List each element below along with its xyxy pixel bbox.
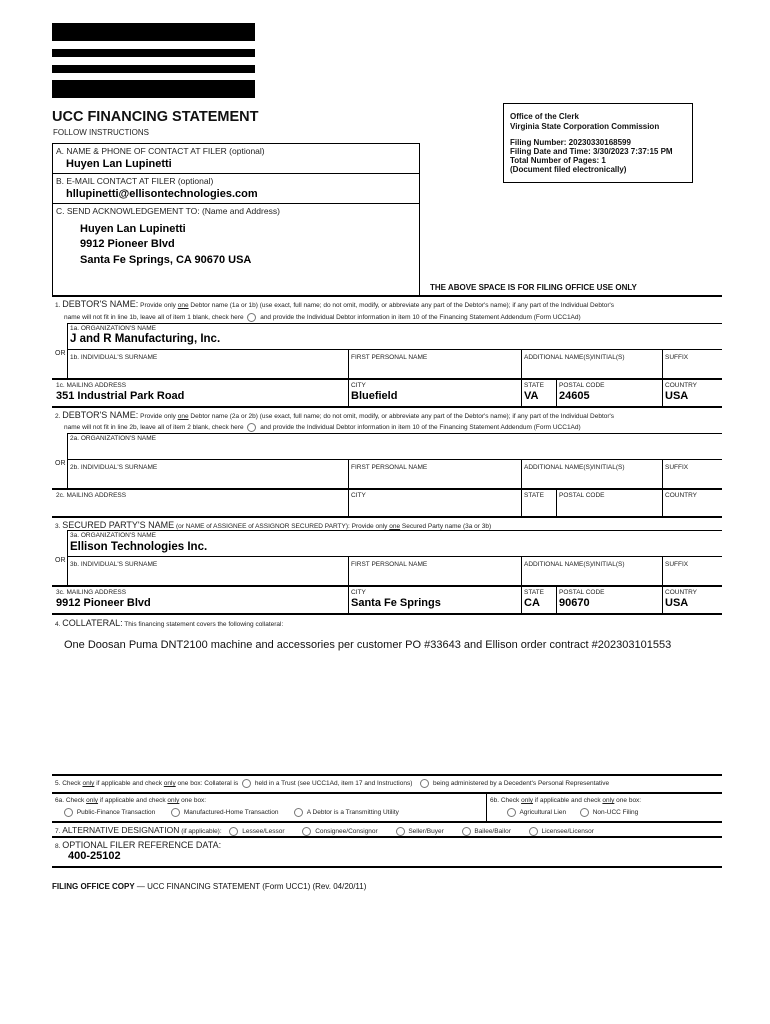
non-ucc-filing-checkbox[interactable]: [580, 808, 589, 817]
rule: [348, 349, 349, 379]
debtor2-city-label: CITY: [351, 492, 366, 499]
agricultural-lien-checkbox[interactable]: [507, 808, 516, 817]
section-c-line3[interactable]: Santa Fe Springs, CA 90670 USA: [80, 254, 252, 266]
item7-title: ALTERNATIVE DESIGNATION: [62, 825, 180, 835]
debtor2-instr-d: and provide the Individual Debtor information in item 10 of the Financing Statement Addendum (Form UCC1Ad): [260, 424, 581, 432]
rule: [67, 323, 722, 324]
footer-bold: FILING OFFICE COPY: [52, 882, 135, 891]
debtor1-org-value[interactable]: J and R Manufacturing, Inc.: [70, 333, 221, 345]
item7-opt3: Seller/Buyer: [408, 828, 444, 835]
item7-num: 7.: [55, 828, 61, 835]
rule: [52, 866, 722, 868]
lessee-lessor-checkbox[interactable]: [229, 827, 238, 836]
filing-number: Filing Number: 20230330168599: [510, 138, 631, 147]
section-c-label: C. SEND ACKNOWLEDGEMENT TO: (Name and Address): [56, 206, 280, 216]
debtor2-mail-label: 2c. MAILING ADDRESS: [56, 492, 127, 499]
licensee-licensor-checkbox[interactable]: [529, 827, 538, 836]
rule: [67, 433, 722, 434]
manufactured-home-checkbox[interactable]: [171, 808, 180, 817]
item6a-opt2: Manufactured-Home Transaction: [183, 809, 279, 817]
item5-line: [55, 779, 609, 788]
item8-heading: [55, 840, 221, 850]
debtor2-instructions-line1: [55, 410, 614, 420]
section-a-label: A. NAME & PHONE OF CONTACT AT FILER (optional): [56, 146, 265, 156]
rule: [52, 836, 722, 838]
rule: [52, 613, 722, 615]
consignee-consignor-checkbox[interactable]: [302, 827, 311, 836]
rule: [67, 530, 68, 586]
debtor1-one: one: [177, 302, 189, 309]
rule: [348, 459, 349, 489]
debtor1-individual-checkbox[interactable]: [247, 313, 256, 322]
item7-opt5: Licensee/Licensor: [541, 828, 594, 835]
item7-opt2: Consignee/Consignor: [315, 828, 378, 835]
debtor1-org-label: 1a. ORGANIZATION'S NAME: [70, 325, 156, 332]
collateral-instr: This financing statement covers the following collateral:: [124, 621, 284, 628]
collateral-num: 4.: [55, 621, 61, 628]
secured-instructions: [55, 520, 491, 530]
redaction-bar: [52, 65, 255, 73]
bailee-bailor-checkbox[interactable]: [462, 827, 471, 836]
rule: [52, 488, 722, 490]
seller-buyer-checkbox[interactable]: [396, 827, 405, 836]
rule: [52, 378, 722, 380]
rule: [348, 586, 349, 614]
item5-a: 5. Check: [55, 780, 81, 788]
rule: [67, 323, 68, 379]
debtor1-suffix-label: SUFFIX: [665, 354, 689, 361]
collateral-heading: [55, 618, 283, 628]
public-finance-checkbox[interactable]: [64, 808, 73, 817]
item6b-opt1: Agricultural Lien: [519, 809, 567, 817]
debtor1-country-label: COUNTRY: [665, 382, 698, 389]
item7-opt1: Lessee/Lessor: [242, 828, 285, 835]
secured-city-value[interactable]: Santa Fe Springs: [351, 597, 441, 609]
item6b-b: if applicable and check: [534, 797, 601, 804]
item6a-a: 6a. Check: [55, 797, 85, 804]
trust-checkbox[interactable]: [242, 779, 251, 788]
item8-num: 8.: [55, 843, 61, 850]
item8-value[interactable]: 400-25102: [68, 850, 121, 862]
secured-addl-label: ADDITIONAL NAME(S)/INITIAL(S): [524, 561, 625, 568]
item5-only: only: [82, 780, 95, 788]
office-line1: Office of the Clerk: [510, 112, 579, 121]
rule: [67, 556, 722, 557]
rule: [67, 459, 722, 460]
debtor2-instr-b: Debtor name (2a or 2b) (use exact, full name; do not omit, modify, or abbreviate any part of the Debtor's name); if any part of the Individual Debtor's: [190, 413, 615, 420]
decedent-checkbox[interactable]: [420, 779, 429, 788]
item5-opt1: held in a Trust (see UCC1Ad, item 17 and Instructions): [254, 780, 413, 788]
item6a-b: if applicable and check: [99, 797, 166, 804]
debtor2-instr-c: name will not fit in line 2b, leave all of item 2 blank, check here: [64, 424, 244, 432]
follow-instructions: FOLLOW INSTRUCTIONS: [53, 128, 150, 137]
divider: [52, 173, 420, 174]
secured-or: OR: [55, 557, 66, 564]
debtor2-instructions-line2: [64, 423, 581, 432]
debtor2-or: OR: [55, 460, 66, 467]
item6a-opt3: A Debtor is a Transmitting Utility: [306, 809, 399, 817]
debtor1-or: OR: [55, 350, 66, 357]
secured-suffix-label: SUFFIX: [665, 561, 689, 568]
section-b-label: B. E-MAIL CONTACT AT FILER (optional): [56, 176, 214, 186]
item6b-options: [505, 808, 638, 817]
section-c-line1[interactable]: Huyen Lan Lupinetti: [80, 223, 186, 235]
rule: [52, 295, 722, 297]
transmitting-utility-checkbox[interactable]: [294, 808, 303, 817]
collateral-text[interactable]: One Doosan Puma DNT2100 machine and accessories per customer PO #33643 and Ellison order contract #202303101553: [64, 639, 672, 651]
filed-electronically: (Document filed electronically): [510, 165, 627, 174]
item6b-only2: only: [602, 797, 615, 804]
debtor1-postal-label: POSTAL CODE: [559, 382, 605, 389]
secured-first-label: FIRST PERSONAL NAME: [351, 561, 428, 568]
item5-opt2: being administered by a Decedent's Personal Representative: [433, 780, 610, 788]
rule: [52, 792, 722, 794]
rule: [52, 585, 722, 587]
secured-instr-b: Secured Party name (3a or 3b): [401, 523, 492, 530]
secured-postal-value[interactable]: 90670: [559, 597, 590, 609]
section-a-value[interactable]: Huyen Lan Lupinetti: [66, 158, 172, 170]
debtor2-individual-checkbox[interactable]: [247, 423, 256, 432]
debtor1-mail-label: 1c. MAILING ADDRESS: [56, 382, 127, 389]
secured-mail-label: 3c. MAILING ADDRESS: [56, 589, 127, 596]
section-c-line2[interactable]: 9912 Pioneer Blvd: [80, 238, 175, 250]
debtor2-org-label: 2a. ORGANIZATION'S NAME: [70, 435, 156, 442]
debtor1-postal-value[interactable]: 24605: [559, 390, 590, 402]
debtor2-suffix-label: SUFFIX: [665, 464, 689, 471]
debtor1-addl-label: ADDITIONAL NAME(S)/INITIAL(S): [524, 354, 625, 361]
item6a-c: one box:: [181, 797, 207, 804]
secured-city-label: CITY: [351, 589, 366, 596]
debtor2-addl-label: ADDITIONAL NAME(S)/INITIAL(S): [524, 464, 625, 471]
secured-mail-value[interactable]: 9912 Pioneer Blvd: [56, 597, 151, 609]
form-title: UCC FINANCING STATEMENT: [52, 109, 259, 125]
debtor1-state-label: STATE: [524, 382, 544, 389]
item5-b: if applicable and check: [96, 780, 162, 788]
item6a-only: only: [86, 797, 99, 804]
office-line2: Virginia State Corporation Commission: [510, 122, 660, 131]
rule: [52, 821, 722, 823]
redaction-bar: [52, 80, 255, 98]
debtor1-mail-value[interactable]: 351 Industrial Park Road: [56, 390, 185, 402]
debtor2-postal-label: POSTAL CODE: [559, 492, 605, 499]
debtor1-instructions-line2: [64, 313, 581, 322]
redaction-bar: [52, 49, 255, 57]
rule: [67, 530, 722, 531]
divider: [52, 203, 420, 204]
secured-title: SECURED PARTY'S NAME: [62, 520, 175, 530]
secured-state-value[interactable]: CA: [524, 597, 540, 609]
rule: [556, 379, 557, 407]
debtor1-num: 1.: [55, 302, 61, 309]
rule: [52, 516, 722, 518]
debtor1-country-value[interactable]: USA: [665, 390, 689, 402]
rule: [348, 489, 349, 517]
rule: [348, 379, 349, 407]
secured-instr-a: (or NAME of ASSIGNEE of ASSIGNOR SECURED PARTY): Provide only: [175, 523, 388, 530]
rule: [348, 556, 349, 586]
debtor2-num: 2.: [55, 413, 61, 420]
total-pages: Total Number of Pages: 1: [510, 156, 606, 165]
item5-only2: only: [163, 780, 176, 788]
collateral-title: COLLATERAL:: [62, 618, 123, 628]
secured-org-value[interactable]: Ellison Technologies Inc.: [70, 541, 208, 553]
filing-office-use-note: THE ABOVE SPACE IS FOR FILING OFFICE USE ONLY: [430, 283, 637, 292]
debtor2-one: one: [177, 413, 189, 420]
debtor1-instr-a: Provide only: [140, 302, 176, 309]
debtor1-state-value[interactable]: VA: [524, 390, 539, 402]
item7-instr: (if applicable):: [181, 828, 222, 835]
debtor1-first-label: FIRST PERSONAL NAME: [351, 354, 428, 361]
secured-state-label: STATE: [524, 589, 544, 596]
item6b-c: one box:: [616, 797, 642, 804]
debtor1-instr-c: name will not fit in line 1b, leave all of item 1 blank, check here: [64, 314, 244, 322]
debtor1-instr-d: and provide the Individual Debtor information in item 10 of the Financing Statement Addendum (Form UCC1Ad): [260, 314, 581, 322]
secured-postal-label: POSTAL CODE: [559, 589, 605, 596]
footer: [52, 882, 366, 891]
debtor1-instructions-line1: [55, 299, 614, 309]
debtor2-country-label: COUNTRY: [665, 492, 698, 499]
rule: [52, 774, 722, 776]
item7-opt4: Bailee/Bailor: [474, 828, 511, 835]
secured-org-label: 3a. ORGANIZATION'S NAME: [70, 532, 156, 539]
rule: [556, 489, 557, 517]
debtor1-city-label: CITY: [351, 382, 366, 389]
debtor2-first-label: FIRST PERSONAL NAME: [351, 464, 428, 471]
secured-surname-label: 3b. INDIVIDUAL'S SURNAME: [70, 561, 158, 568]
debtor1-title: DEBTOR'S NAME:: [62, 299, 139, 309]
secured-one: one: [389, 523, 401, 530]
redaction-bar: [52, 23, 255, 41]
item8-title: OPTIONAL FILER REFERENCE DATA:: [62, 840, 222, 850]
item6a-line1: [55, 797, 206, 804]
rule: [67, 433, 68, 489]
item6a-only2: only: [167, 797, 180, 804]
filing-date: Filing Date and Time: 3/30/2023 7:37:15 PM: [510, 147, 673, 156]
rule: [52, 406, 722, 408]
secured-country-value[interactable]: USA: [665, 597, 689, 609]
debtor2-state-label: STATE: [524, 492, 544, 499]
debtor1-instr-b: Debtor name (1a or 1b) (use exact, full name; do not omit, modify, or abbreviate any part of the Debtor's name); if any part of the Individual Debtor's: [190, 302, 615, 309]
item5-c: one box: Collateral is: [177, 780, 239, 788]
rule: [67, 349, 722, 350]
footer-rest: — UCC FINANCING STATEMENT (Form UCC1) (Rev. 04/20/11): [134, 882, 367, 891]
section-b-value[interactable]: hllupinetti@ellisontechnologies.com: [66, 188, 258, 200]
debtor2-title: DEBTOR'S NAME:: [62, 410, 139, 420]
debtor1-city-value[interactable]: Bluefield: [351, 390, 398, 402]
item6b-opt2: Non-UCC Filing: [592, 809, 639, 817]
item6a-options: [62, 808, 399, 817]
debtor2-instr-a: Provide only: [140, 413, 176, 420]
item7-line: [55, 825, 594, 836]
secured-country-label: COUNTRY: [665, 589, 698, 596]
debtor2-surname-label: 2b. INDIVIDUAL'S SURNAME: [70, 464, 158, 471]
debtor1-surname-label: 1b. INDIVIDUAL'S SURNAME: [70, 354, 158, 361]
secured-num: 3.: [55, 523, 61, 530]
filing-office-box: [503, 103, 693, 183]
item6a-opt1: Public-Finance Transaction: [76, 809, 156, 817]
rule: [556, 586, 557, 614]
rule: [486, 793, 487, 821]
item6b-only: only: [521, 797, 534, 804]
item6b-a: 6b. Check: [490, 797, 520, 804]
item6b-line1: [490, 797, 641, 804]
